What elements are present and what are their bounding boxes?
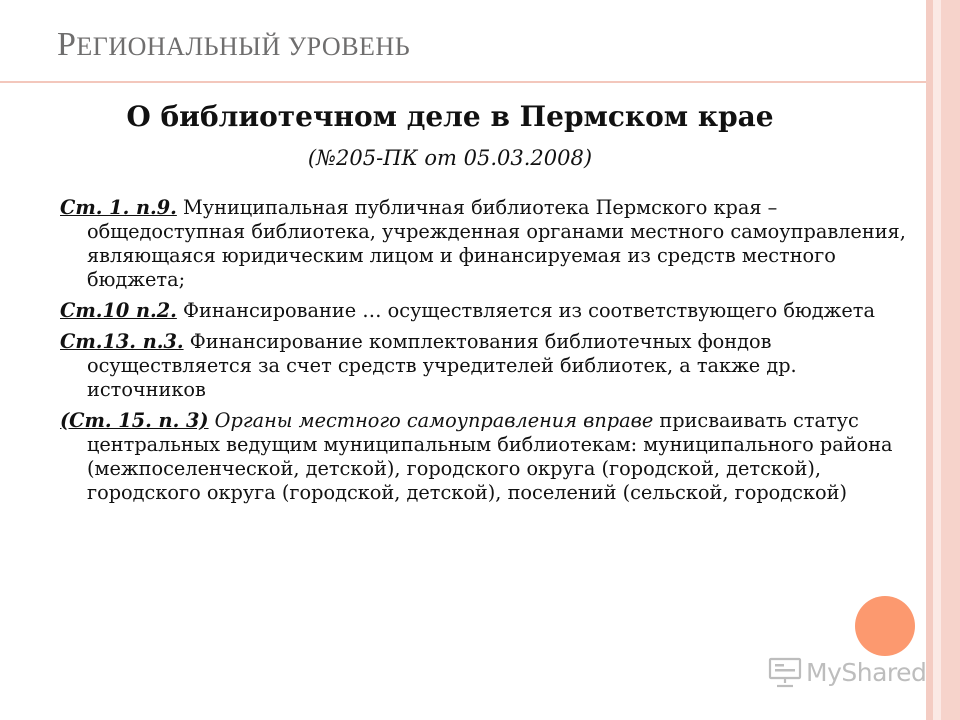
article-item xyxy=(60,299,918,323)
article-reference: (Ст. 15. п. 3) xyxy=(60,409,209,432)
title-divider xyxy=(0,81,926,83)
slide-title-initial: Р xyxy=(57,26,77,63)
article-reference: Ст.13. п.3. xyxy=(60,330,184,353)
watermark xyxy=(768,656,926,688)
article-item xyxy=(60,330,918,402)
presentation-board-icon xyxy=(768,656,802,688)
article-text: Финансирование комплектования библиотечных фондов осуществляется за счет средств учредителей библиотек, а также др. источников xyxy=(87,330,797,401)
article-reference: Ст. 1. п.9. xyxy=(60,196,177,219)
article-lead: Органы местного самоуправления вправе xyxy=(208,409,654,432)
article-list xyxy=(60,196,918,512)
law-title: О библиотечном деле в Пермском крае xyxy=(126,100,774,133)
article-item xyxy=(60,196,918,292)
watermark-text: MyShared xyxy=(806,657,927,687)
article-text: Финансирование … осуществляется из соответствующего бюджета xyxy=(176,299,875,322)
article-reference: Ст.10 п.2. xyxy=(60,299,177,322)
right-border-stripe xyxy=(941,0,960,720)
decorative-circle xyxy=(855,596,915,656)
slide-title xyxy=(57,26,410,64)
right-border-stripe xyxy=(926,0,933,720)
article-text: Муниципальная публичная библиотека Пермского края – общедоступная библиотека, учрежденная органами местного самоуправления, являющаяся юридическим лицом и финансируемая из средств местного бюджета; xyxy=(87,196,906,291)
right-border-stripe xyxy=(933,0,941,720)
slide-title-rest: ЕГИОНАЛЬНЫЙ УРОВЕНЬ xyxy=(76,32,411,61)
article-text: присваивать статус центральных ведущим муниципальным библиотекам: муниципального района (межпоселенческой, детской), городского округа (городской, детской), городского округа (городской, детской), поселений (сельской, городской) xyxy=(87,409,893,504)
article-item xyxy=(60,409,918,505)
law-number-date: (№205-ПК от 05.03.2008) xyxy=(307,146,593,170)
